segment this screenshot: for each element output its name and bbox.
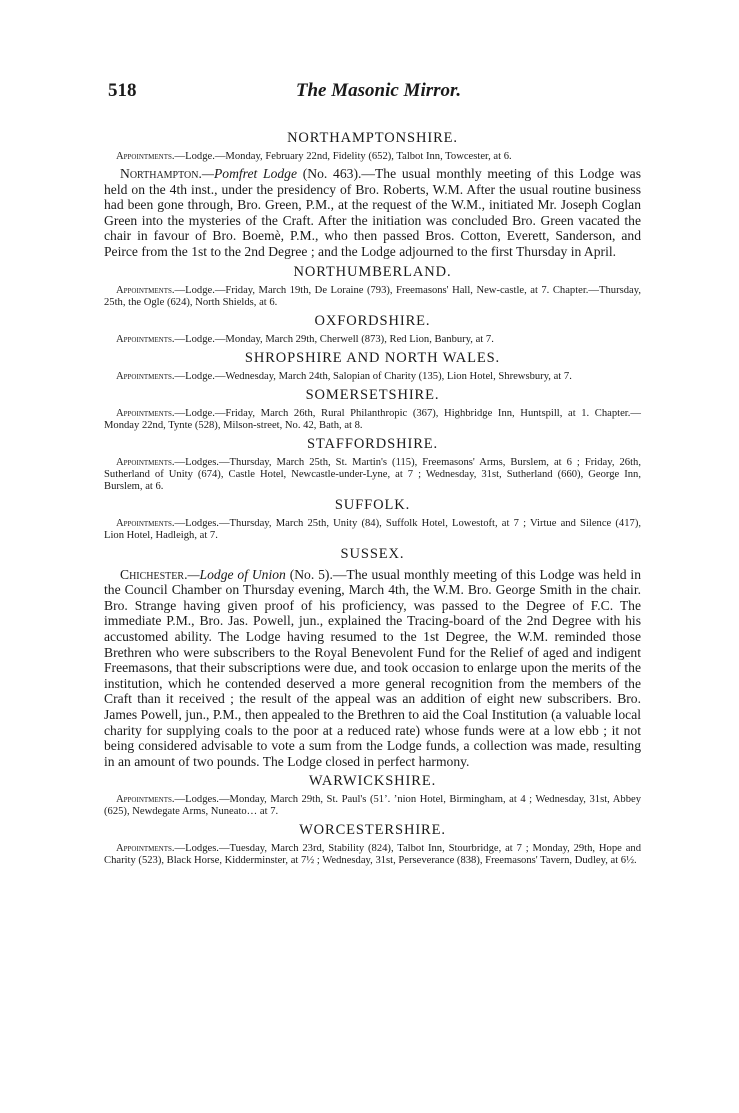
section-heading-shropshire: SHROPSHIRE AND NORTH WALES. xyxy=(244,349,501,366)
appointments-label: Appointments. xyxy=(116,284,175,296)
section-heading-warwickshire: WARWICKSHIRE. xyxy=(308,773,437,790)
appointments-label: Appointments. xyxy=(116,407,175,419)
section-heading-oxfordshire: OXFORDSHIRE. xyxy=(314,312,431,329)
appointments-somersetshire xyxy=(104,408,641,432)
appointments-label: Appointments. xyxy=(116,794,175,806)
report-northampton xyxy=(104,166,641,260)
appointments-text: —Lodge.—Friday, March 26th, Rural Philanthropic (367), Highbridge Inn, Huntspill, at 1. Chapter.—Monday 22nd, Tynte (528), Milson-street, No. 42, Bath, at 8. xyxy=(104,407,641,431)
running-title: The Masonic Mirror. xyxy=(295,80,462,101)
appointments-label: Appointments. xyxy=(116,370,175,382)
report-lodge-name: —Pomfret Lodge xyxy=(201,166,298,181)
appointments-northamptonshire xyxy=(104,151,641,163)
section-heading-somersetshire: SOMERSETSHIRE. xyxy=(305,386,440,403)
report-place: Chichester. xyxy=(120,566,188,582)
section-heading-worcestershire: WORCESTERSHIRE. xyxy=(299,822,446,839)
appointments-text: —Lodge.—Friday, March 19th, De Loraine (793), Freemasons' Hall, New-castle, at 7. Chapter.—Thursday, 25th, the Ogle (624), North Shields, at 6. xyxy=(104,284,641,308)
appointments-text: —Lodges.—Thursday, March 25th, St. Martin's (115), Freemasons' Arms, Burslem, at 6 ; Friday, 26th, Sutherland of Unity (674), Castle Hotel, Newcastle-under-Lyne, at 7 ; Wednesday, 31st, Sutherland (660), George Inn, Burslem, at 6. xyxy=(104,456,641,492)
appointments-label: Appointments. xyxy=(116,843,175,855)
report-place: Northampton. xyxy=(120,166,202,181)
section-heading-northumberland: NORTHUMBERLAND. xyxy=(293,263,452,280)
report-text: (No. 463).—The usual monthly meeting of this Lodge was held on the 4th inst., under the presidency of Bro. Roberts, W.M. After the usual routine business had been gone through, Bro. Green, P.M., at the request of the W.M., initiated Mr. Joseph Coglan Green into the mysteries of the Craft. After the initiation was concluded Bro. Green vacated the chair in favour of Bro. Boemè, P.M., who then passed Bros. Cotton, Everett, Sanderson, and Peirce from the 1st to the 2nd Degree ; and the Lodge adjourned to the first Thursday in April. xyxy=(104,166,641,259)
section-heading-suffolk: SUFFOLK. xyxy=(334,496,411,513)
appointments-label: Appointments. xyxy=(116,333,175,345)
appointments-text: —Lodge.—Monday, March 29th, Cherwell (873), Red Lion, Banbury, at 7. xyxy=(174,333,494,345)
appointments-label: Appointments. xyxy=(116,456,175,468)
appointments-staffordshire xyxy=(104,457,641,493)
appointments-worcestershire xyxy=(104,843,641,867)
appointments-label: Appointments. xyxy=(116,517,175,529)
article-content xyxy=(104,126,641,870)
report-chichester xyxy=(104,567,641,770)
section-heading-sussex: SUSSEX. xyxy=(340,545,405,562)
appointments-suffolk xyxy=(104,518,641,542)
appointments-text: —Lodges.—Thursday, March 25th, Unity (84), Suffolk Hotel, Lowestoft, at 7 ; Virtue and Silence (417), Lion Hotel, Hadleigh, at 7. xyxy=(104,517,641,541)
appointments-text: —Lodge.—Monday, February 22nd, Fidelity (652), Talbot Inn, Towcester, at 6. xyxy=(174,151,512,162)
appointments-northumberland xyxy=(104,285,641,309)
appointments-warwickshire xyxy=(104,794,641,818)
appointments-shropshire xyxy=(104,371,641,383)
appointments-oxfordshire xyxy=(104,334,641,346)
section-heading-staffordshire: STAFFORDSHIRE. xyxy=(306,435,439,452)
report-lodge-name: —Lodge of Union xyxy=(187,566,286,582)
appointments-text: —Lodges.—Monday, March 29th, St. Paul's (51’. ’nion Hotel, Birmingham, at 4 ; Wednesday, 31st, Abbey (625), Newdegate Arms, Nuneato… at 7. xyxy=(104,794,641,818)
appointments-text: —Lodge.—Wednesday, March 24th, Salopian of Charity (135), Lion Hotel, Shrewsbury, at 7. xyxy=(174,370,572,382)
page-header xyxy=(108,80,649,104)
appointments-label: Appointments. xyxy=(116,151,175,162)
page-number: 518 xyxy=(108,80,137,101)
report-text: (No. 5).—The usual monthly meeting of this Lodge was held in the Council Chamber on Thursday evening, March 4th, the W.M. Bro. George Smith in the chair. Bro. Strange having given proof of his proficiency, was passed to the Degree of F.C. The immediate P.M., Bro. Jas. Powell, jun., explained the Tracing-board of the 2nd Degree with his accustomed ability. The Lodge having resumed to the 1st Degree, the W.M. reminded those Brethren who were subscribers to the Royal Benevolent Fund for the Relief of aged and indigent Freemasons, that their subscriptions were due, and took occasion to enlarge upon the merits of the institution, which he contended deserved a more general recognition from the members of the Craft than it received ; the result of the appeal was an addition of eight new subscribers. Bro. James Powell, jun., P.M., then appealed to the Brethren to aid the Coal Institution (a valuable local charity for supplying coals to the poor at a reduced rate) whose funds were at a low ebb ; it not being considered advisable to vote a sum from the Lodge funds, a collection was made, resulting in an amount of two pounds. The Lodge closed in perfect harmony. xyxy=(104,566,641,769)
section-heading-northamptonshire: NORTHAMPTONSHIRE. xyxy=(287,130,458,146)
appointments-text: —Lodges.—Tuesday, March 23rd, Stability (824), Talbot Inn, Stourbridge, at 7 ; Monday, 29th, Hope and Charity (523), Black Horse, Kidderminster, at 7½ ; Wednesday, 31st, Perseverance (838), Freemasons' Tavern, Dudley, at 6½. xyxy=(104,843,641,867)
